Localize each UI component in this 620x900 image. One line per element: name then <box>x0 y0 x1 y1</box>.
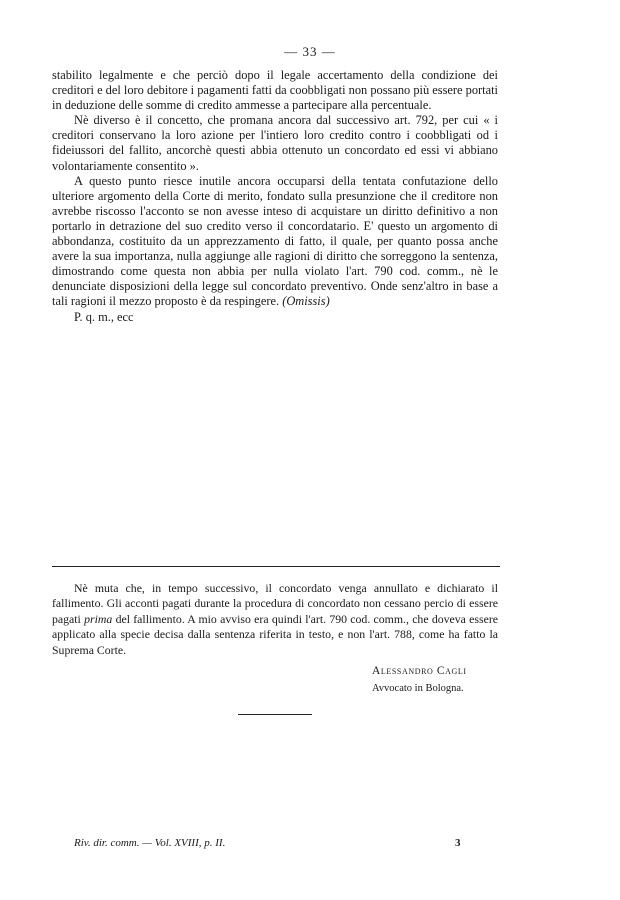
footnote <box>52 581 498 658</box>
footnote-text-a: Nè muta che, in tempo successivo, il concordato venga annullato e dichiarato il fallimento. Gli acconti pagati durante la procedura di concordato non cessano percio di essere pagati <box>52 581 498 626</box>
author-name: Alessandro Cagli <box>372 665 467 677</box>
paragraph-3-text: A questo punto riesce inutile ancora occuparsi della tentata confutazione dello ulteriore argomento della Corte di merito, fondato sulla presunzione che il creditore non avrebbe riscosso l'acconto se non avesse inteso di acquistare un diritto definitivo a non portarlo in detrazione del suo credito verso il concordatario. E' questo un argomento di abbondanza, costituito da un apprezzamento di fatto, il quale, per quanto possa anche avere la sua importanza, nulla aggiunge alle ragioni di diritto che sorreggono la sentenza, dimostrando come questa non abbia per nulla violato l'art. 790 cod. comm., nè le denunciate disposizioni della legge sul concordato preventivo. Onde senz'altro in base a tali ragioni il mezzo proposto è da respingere. <box>52 173 498 309</box>
paragraph-4: P. q. m., ecc <box>74 309 134 324</box>
footnote-text <box>52 581 498 658</box>
footnote-italic: prima <box>84 611 113 626</box>
signature-mark: 3 <box>455 837 461 849</box>
paragraph-1: stabilito legalmente e che perciò dopo il legale accertamento della condizione dei creditori e del loro debitore i pagamenti fatti da coobbligati non possano più essere portati in deduzione delle somme di credito ammesse a partecipare alla percentuale. <box>52 68 498 113</box>
paragraph-3 <box>52 174 498 310</box>
main-text <box>52 68 498 325</box>
footnote-text-b: del fallimento. A mio avviso era quindi l'art. 790 cod. comm., che doveva essere applicato alla specie decisa dalla sentenza riferita in testo, e non l'art. 788, come ha fatto la Suprema Corte. <box>52 611 498 657</box>
journal-footer: Riv. dir. comm. — Vol. XVIII, p. II. <box>74 837 226 849</box>
section-rule <box>238 714 312 715</box>
footnote-separator <box>52 566 500 567</box>
paragraph-2: Nè diverso è il concetto, che promana ancora dal successivo art. 792, per cui « i creditori conservano la loro azione per l'intiero loro credito contro i coobbligati od i fideiussori del fallito, ancorchè questi abbia ottenuto un concordato ed essi vi abbiano volontariamente consentito ». <box>52 113 498 173</box>
author-role: Avvocato in Bologna. <box>372 683 464 694</box>
page-number: — 33 — <box>284 44 336 59</box>
omissis-label: (Omissis) <box>282 294 330 309</box>
